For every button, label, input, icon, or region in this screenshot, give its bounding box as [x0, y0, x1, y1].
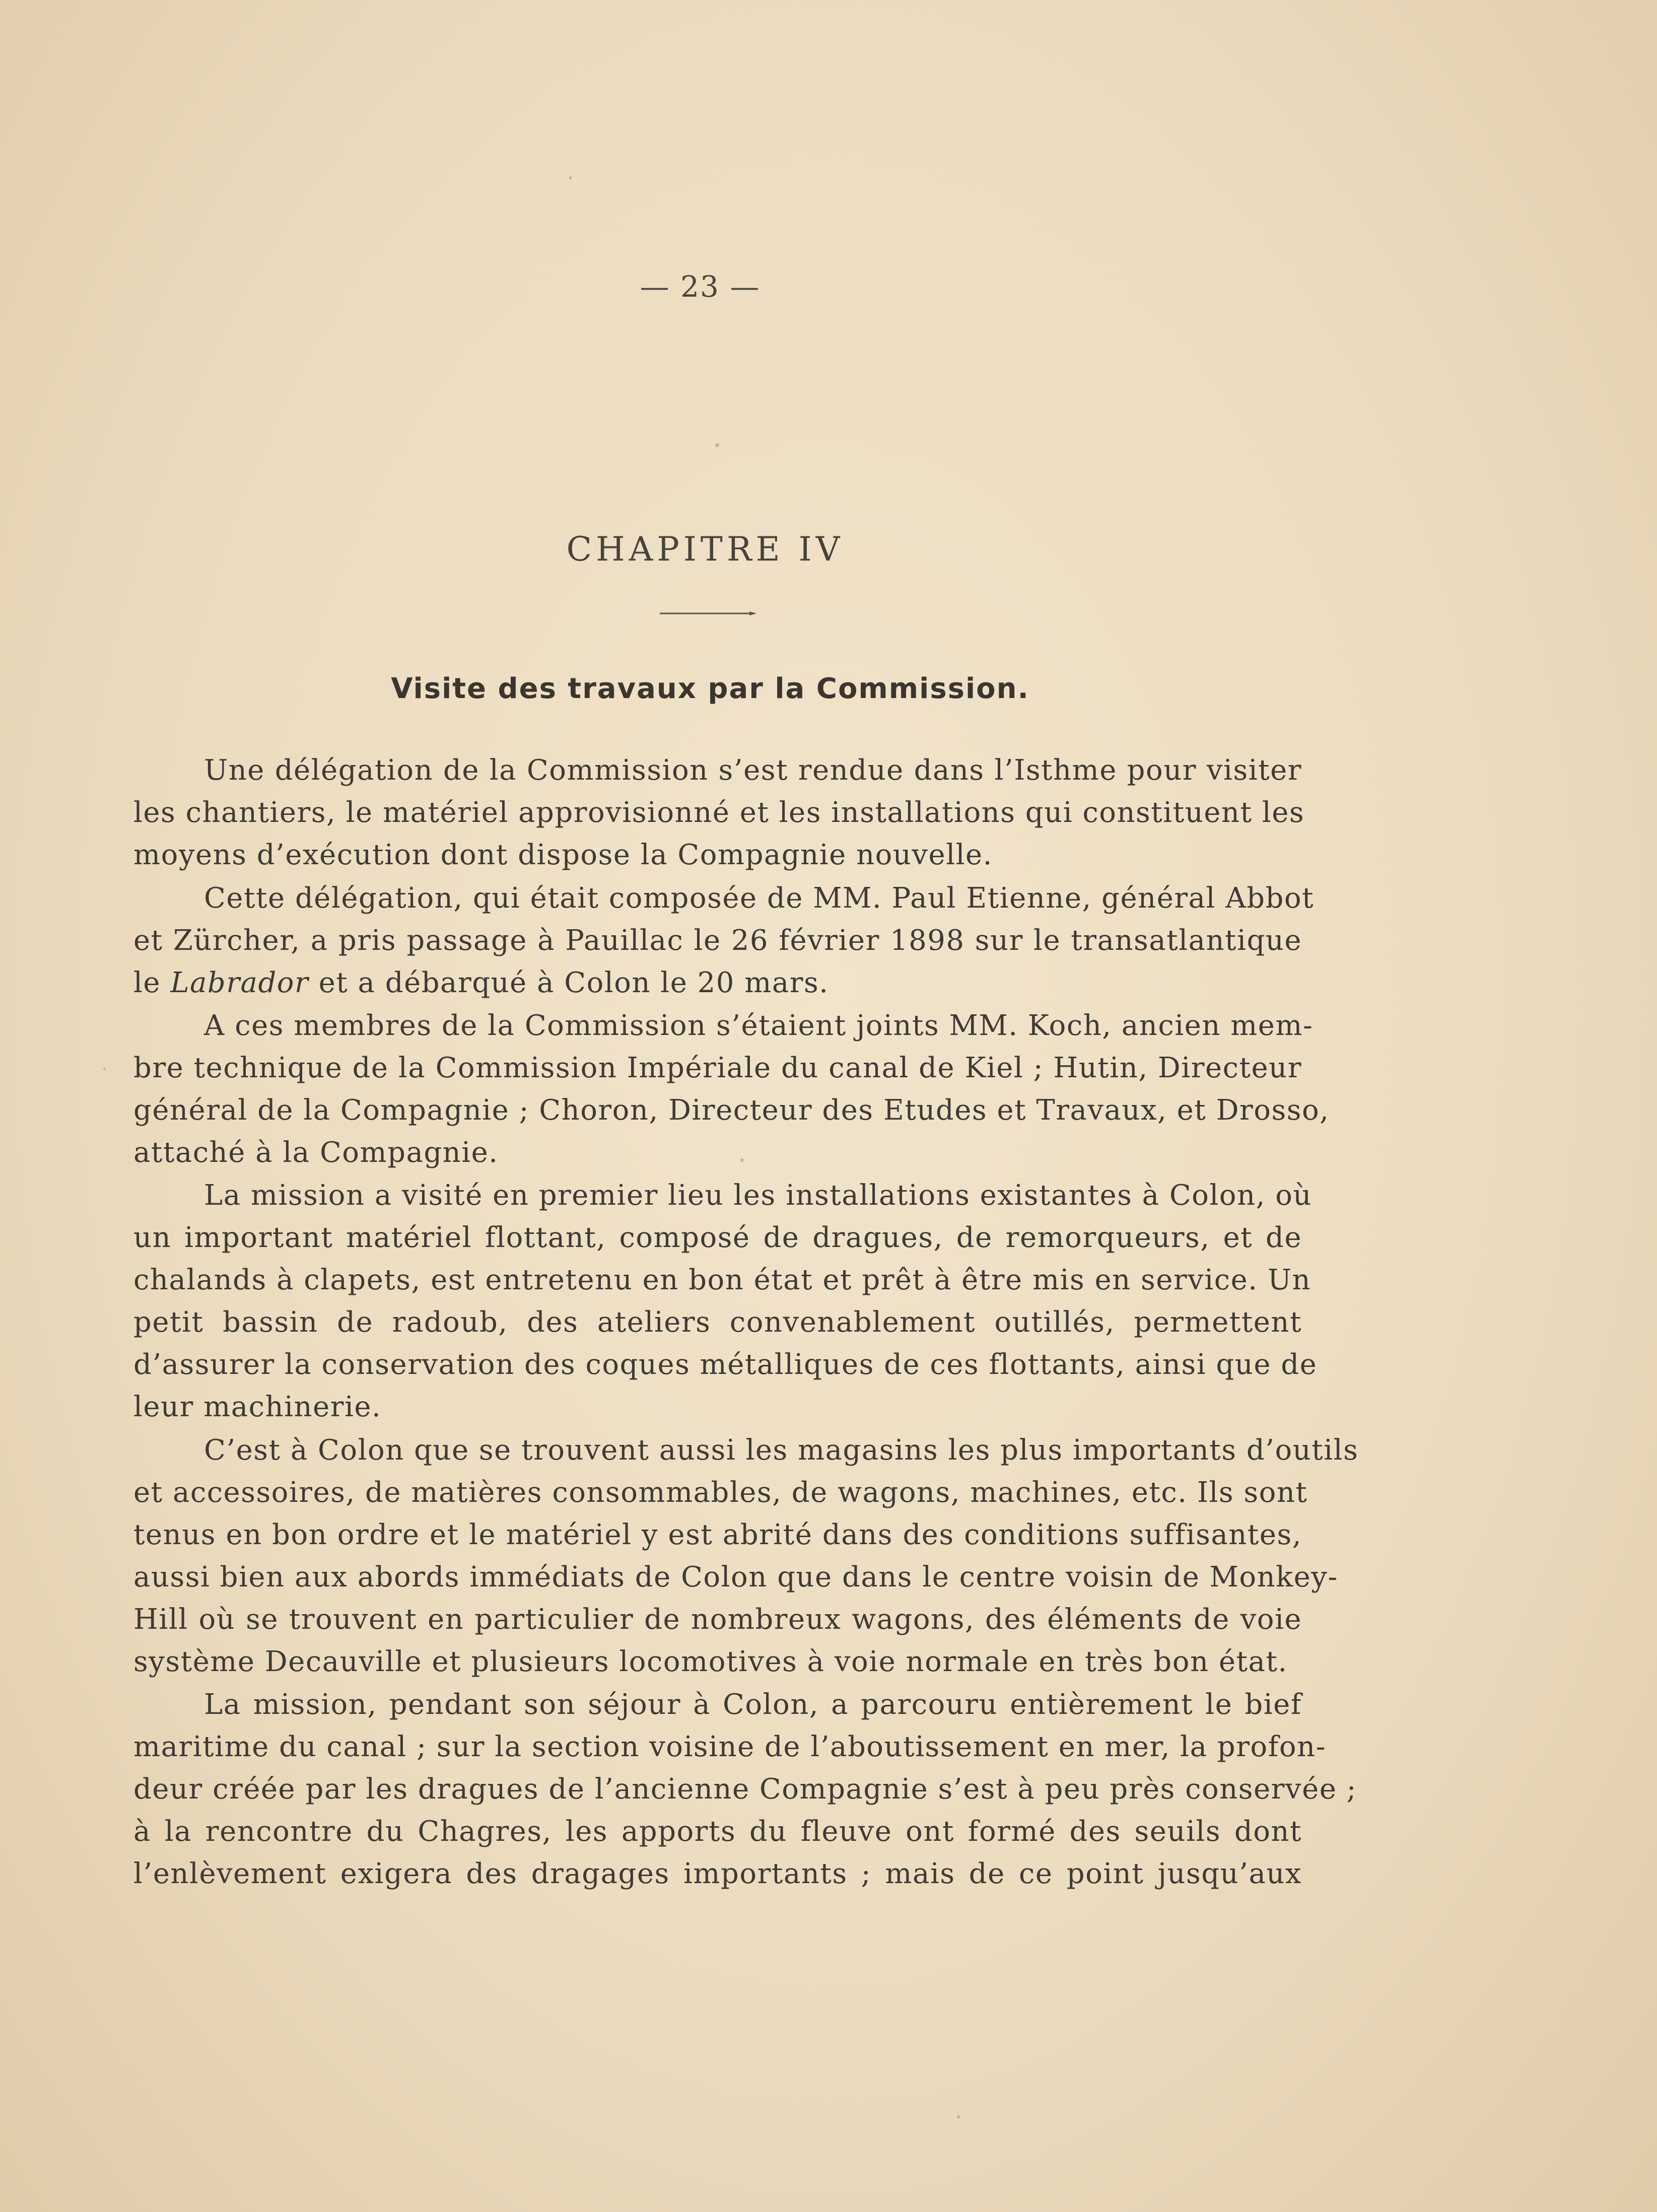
paper-speck: [715, 443, 719, 447]
text-line: tenus en bon ordre et le matériel y est abrité dans des conditions suffisantes,: [133, 1518, 1302, 1551]
paper-speck: [740, 1158, 744, 1162]
text-line: deur créée par les dragues de l’ancienne Compagnie s’est à peu près conservée ;: [133, 1773, 1357, 1806]
text-line: Une délégation de la Commission s’est rendue dans l’Isthme pour visiter: [204, 754, 1302, 787]
text-line: A ces membres de la Commission s’étaient joints MM. Koch, ancien mem-: [204, 1009, 1314, 1042]
text-fragment: et a débarqué à Colon le 20 mars.: [309, 966, 829, 999]
text-line: La mission, pendant son séjour à Colon, a parcouru entièrement le bief: [204, 1688, 1302, 1721]
chapter-title: CHAPITRE IV: [566, 530, 844, 569]
text-line: et Zürcher, a pris passage à Pauillac le 26 février 1898 sur le transatlantique: [133, 924, 1302, 957]
text-line: petit bassin de radoub, des ateliers convenablement outillés, permettent: [133, 1306, 1302, 1339]
paragraph-3: [133, 1005, 1330, 1174]
text-line: les chantiers, le matériel approvisionné et les installations qui constituent les: [133, 796, 1305, 829]
paragraph-4: [133, 1174, 1318, 1428]
paper-speck: [103, 1068, 106, 1070]
text-line: système Decauville et plusieurs locomotives à voie normale en très bon état.: [133, 1645, 1288, 1678]
text-line: d’assurer la conservation des coques métalliques de ces flottants, ainsi que de: [133, 1348, 1318, 1381]
text-line: chalands à clapets, est entretenu en bon état et prêt à être mis en service. Un: [133, 1264, 1311, 1296]
page-number: — 23 —: [640, 269, 761, 304]
text-line: leur machinerie.: [133, 1391, 382, 1423]
text-line: l’enlèvement exigera des dragages importants ; mais de ce point jusqu’aux: [133, 1857, 1302, 1890]
section-title: Visite des travaux par la Commission.: [391, 672, 1029, 705]
paragraph-6: [133, 1684, 1357, 1895]
text-line: aussi bien aux abords immédiats de Colon que dans le centre voisin de Monkey-: [133, 1561, 1338, 1594]
text-line: général de la Compagnie ; Choron, Directeur des Etudes et Travaux, et Drosso,: [133, 1094, 1330, 1127]
paragraph-2: [133, 877, 1315, 1004]
text-fragment: le: [133, 966, 171, 999]
text-line: maritime du canal ; sur la section voisine de l’aboutissement en mer, la profon-: [133, 1731, 1327, 1763]
text-line: C’est à Colon que se trouvent aussi les magasins les plus importants d’outils: [204, 1434, 1359, 1467]
text-line: et accessoires, de matières consommables, de wagons, machines, etc. Ils sont: [133, 1476, 1308, 1509]
ship-name: Labrador: [170, 966, 309, 999]
paragraph-1: [133, 749, 1305, 876]
text-line: Cette délégation, qui était composée de MM. Paul Etienne, général Abbot: [204, 882, 1315, 915]
text-line: moyens d’exécution dont dispose la Compagnie nouvelle.: [133, 839, 993, 871]
paragraph-5: [133, 1429, 1359, 1683]
text-line: [133, 962, 1302, 1004]
text-line: La mission a visité en premier lieu les installations existantes à Colon, où: [204, 1179, 1312, 1212]
text-line: attaché à la Compagnie.: [133, 1136, 499, 1169]
paper-speck: [569, 176, 572, 179]
text-line: un important matériel flottant, composé de dragues, de remorqueurs, et de: [133, 1221, 1302, 1254]
text-line: à la rencontre du Chagres, les apports du fleuve ont formé des seuils dont: [133, 1815, 1302, 1848]
ornament-rule: [660, 609, 761, 617]
text-line: bre technique de la Commission Impériale du canal de Kiel ; Hutin, Directeur: [133, 1052, 1302, 1084]
paper-speck: [957, 2115, 960, 2118]
text-line: Hill où se trouvent en particulier de nombreux wagons, des éléments de voie: [133, 1603, 1302, 1636]
